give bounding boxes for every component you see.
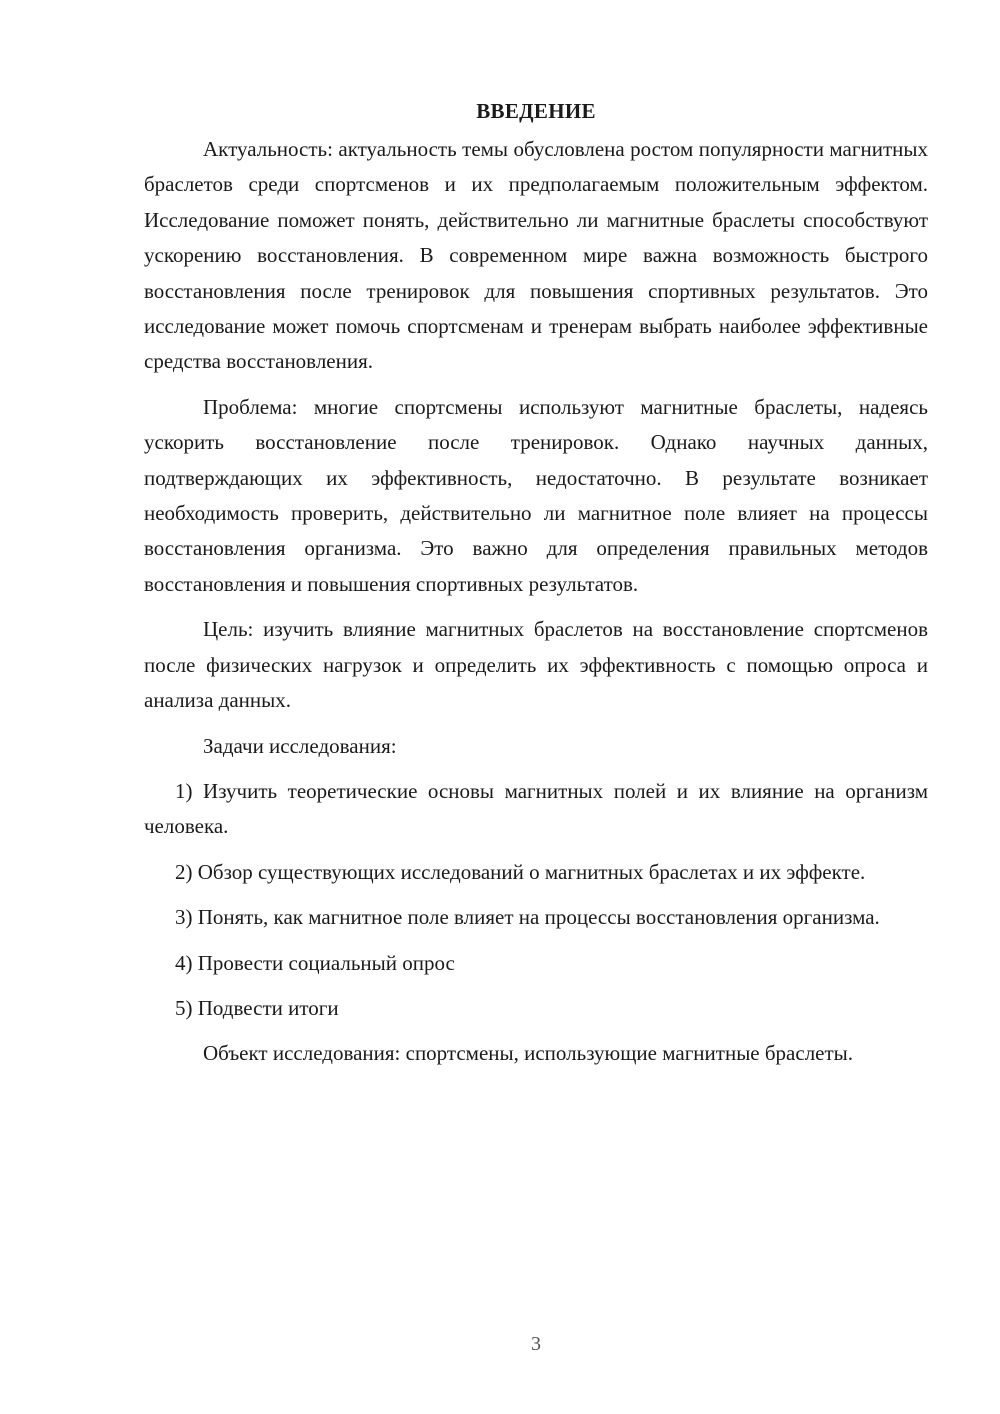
- relevance-paragraph: Актуальность: актуальность темы обусловлена ростом популярности магнитных браслетов среди спортсменов и их предполагаемым положительным эффектом. Исследование поможет понять, действительно ли магнитные браслеты способствуют ускорению восстановления. В современном мире важна возможность быстрого восстановления после тренировок для повышения спортивных результатов. Это исследование может помочь спортсменам и тренерам выбрать наиболее эффективные средства восстановления.: [144, 137, 928, 374]
- task-item: 1) Изучить теоретические основы магнитных полей и их влияние на организм человека.: [144, 778, 928, 839]
- object-paragraph: Объект исследования: спортсмены, использующие магнитные браслеты.: [203, 1041, 854, 1066]
- task-item: 3) Понять, как магнитное поле влияет на процессы восстановления организма.: [175, 905, 880, 930]
- section-title: ВВЕДЕНИЕ: [476, 99, 596, 123]
- task-item: 5) Подвести итоги: [175, 995, 339, 1020]
- document-page: [144, 96, 928, 1072]
- task-item: 4) Провести социальный опрос: [175, 950, 455, 975]
- tasks-heading: Задачи исследования:: [203, 733, 397, 758]
- problem-paragraph: Проблема: многие спортсмены используют магнитные браслеты, надеясь ускорить восстановление после тренировок. Однако научных данных, подтверждающих их эффективность, недостаточно. В результате возникает необходимость проверить, действительно ли магнитное поле влияет на процессы восстановления организма. Это важно для определения правильных методов восстановления и повышения спортивных результатов.: [144, 394, 928, 596]
- goal-paragraph: Цель: изучить влияние магнитных браслетов на восстановление спортсменов после физических нагрузок и определить их эффективность с помощью опроса и анализа данных.: [144, 617, 928, 713]
- page-number: 3: [531, 1333, 541, 1355]
- task-item: 2) Обзор существующих исследований о магнитных браслетах и их эффекте.: [175, 859, 866, 884]
